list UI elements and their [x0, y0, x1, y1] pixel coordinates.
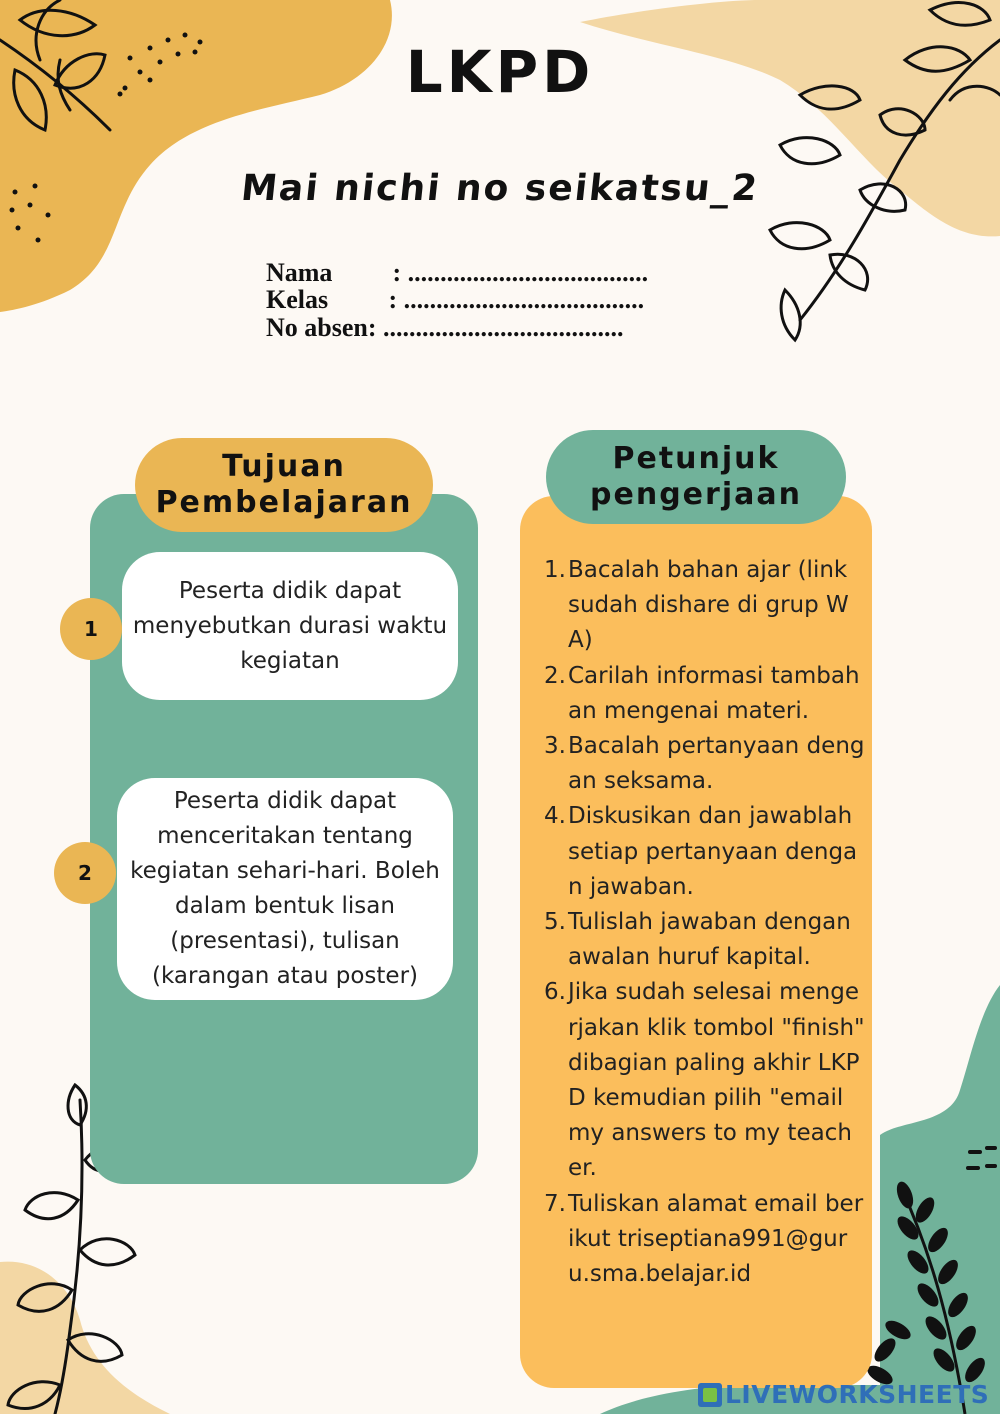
instruction-text: Diskusikan dan jawablah setiap pertanyaan dengan jawaban. [568, 803, 858, 900]
instruction-item [544, 905, 866, 975]
objective-text: Peserta didik dapat menceritakan tentang kegiatan sehari-hari. Boleh dalam bentuk lisan (presentasi), tulisan (karangan atau poster) [130, 788, 440, 989]
instruction-item [544, 659, 866, 729]
instruction-text: Tulislah jawaban dengan awalan huruf kapital. [568, 909, 851, 971]
instruction-text: Tuliskan alamat email berikut triseptiana991@guru.sma.belajar.id [568, 1190, 864, 1288]
identity-row-no-absen [266, 314, 624, 342]
instruction-number: 3. [544, 733, 566, 760]
objective-card-2 [117, 778, 453, 1000]
identity-dots: ..................................... [383, 313, 624, 342]
identity-sep: : [367, 313, 384, 342]
instruction-text: Bacalah pertanyaan dengan seksama. [568, 733, 865, 795]
bottom-left-blob [0, 1262, 170, 1414]
identity-dots: ..................................... [403, 285, 645, 314]
instruction-text: Jika sudah selesai mengerjakan klik tombol "finish" dibagian paling akhir LKPD kemudian pilih "email my answers to my teacher. [568, 979, 865, 1182]
objective-number-badge: 1 [60, 598, 122, 660]
objectives-heading-line2: Pembelajaran [155, 485, 413, 520]
instruction-number: 6. [544, 979, 566, 1006]
liveworksheets-watermark[interactable] [698, 1380, 989, 1409]
objectives-heading-line1: Tujuan [222, 449, 346, 484]
identity-sep: : [382, 285, 404, 314]
instruction-item [544, 553, 866, 659]
objective-card-1 [122, 552, 458, 700]
watermark-text: LIVEWORKSHEETS [725, 1380, 990, 1409]
instruction-number: 4. [544, 803, 566, 830]
instruction-text: Carilah informasi tambahan mengenai materi. [568, 662, 860, 724]
instructions-heading-line1: Petunjuk [612, 441, 780, 476]
identity-label: Kelas [266, 285, 329, 314]
identity-sep: : [386, 258, 408, 287]
instructions-list [544, 553, 866, 1292]
instruction-number: 5. [544, 909, 566, 936]
objective-text: Peserta didik dapat menyebutkan durasi waktu kegiatan [132, 577, 448, 674]
instruction-text: Bacalah bahan ajar (link sudah dishare di grup WA) [568, 557, 849, 654]
liveworksheets-logo-icon [698, 1383, 722, 1407]
objective-number-badge: 2 [54, 842, 116, 904]
instruction-number: 2. [544, 662, 566, 689]
instruction-number: 1. [544, 557, 566, 583]
instructions-heading [546, 430, 846, 524]
identity-row-nama [266, 259, 648, 287]
instruction-item [544, 729, 866, 799]
page-title: LKPD [405, 38, 595, 106]
instruction-number: 7. [544, 1190, 566, 1217]
identity-label: Nama [266, 258, 333, 287]
objectives-heading [135, 438, 433, 532]
page-subtitle: Mai nichi no seikatsu_2 [239, 168, 761, 209]
instruction-item [544, 975, 866, 1186]
instruction-item [544, 799, 866, 905]
instruction-item [544, 1187, 866, 1293]
identity-row-kelas [266, 286, 644, 314]
identity-label: No absen [266, 313, 368, 342]
instructions-heading-line2: pengerjaan [590, 477, 802, 512]
identity-dots: ..................................... [407, 258, 649, 287]
